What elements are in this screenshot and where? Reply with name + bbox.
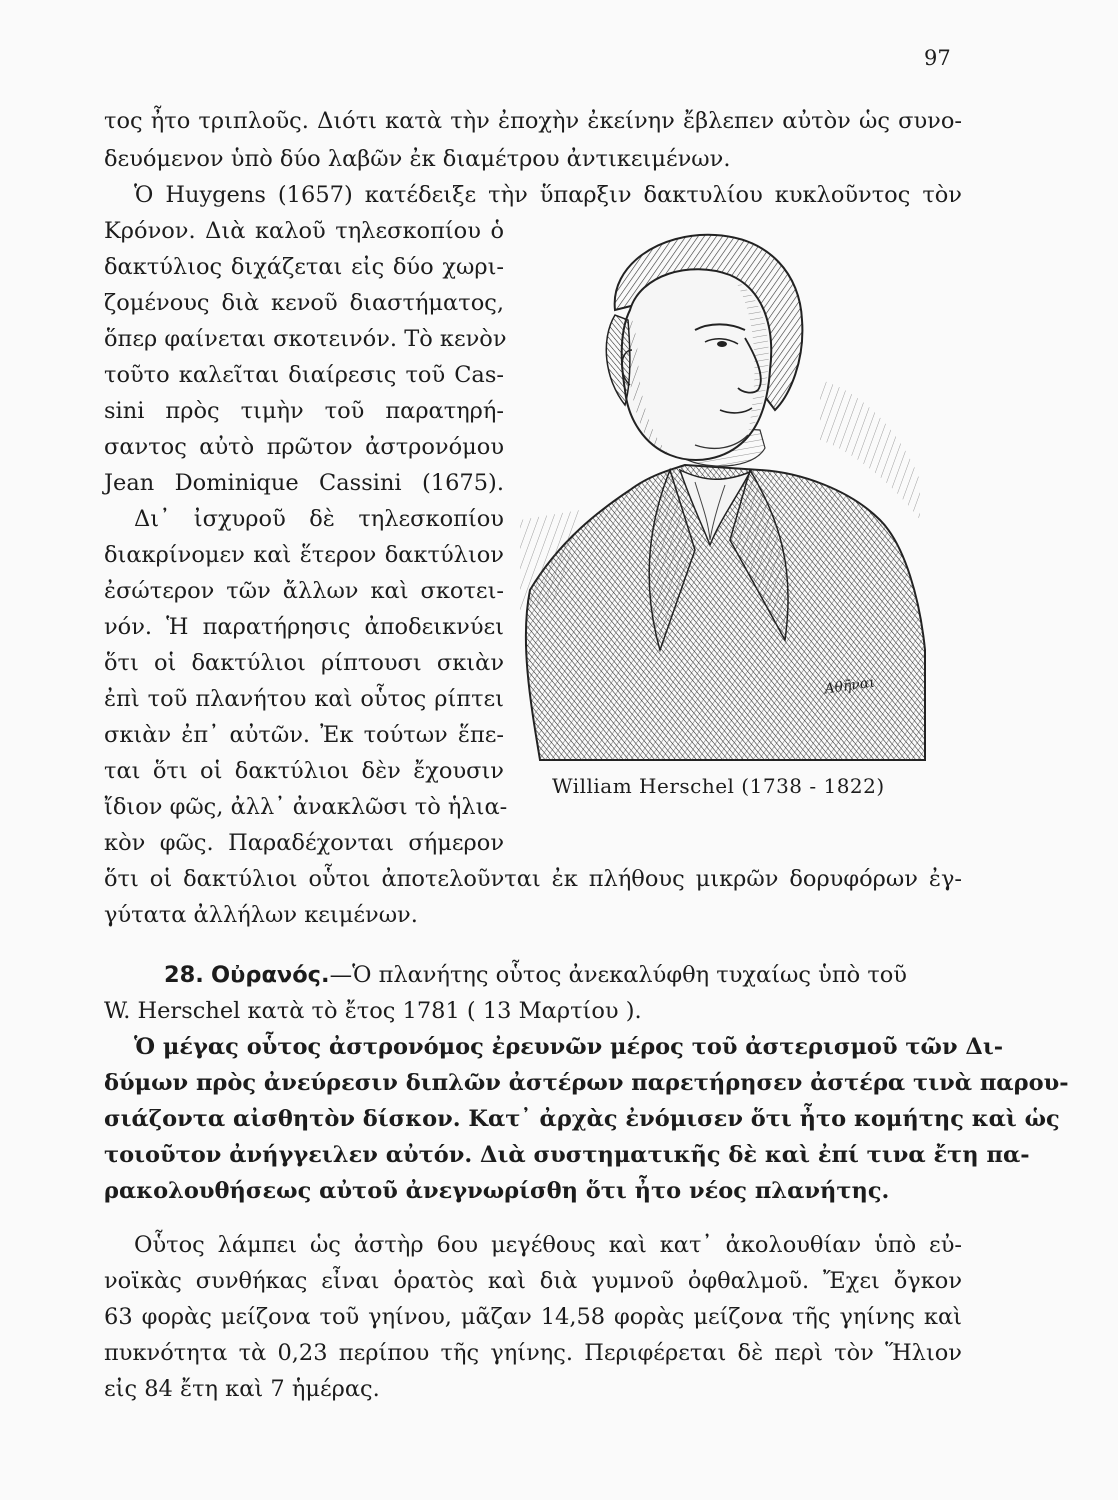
- text-line: διακρίνομεν καὶ ἕτερον δακτύλιον: [104, 542, 504, 568]
- text-line: γύτατα ἀλλήλων κειμένων.: [104, 902, 418, 928]
- text-line: τος ἦτο τριπλοῦς. Διότι κατὰ τὴν ἐποχὴν ἐκείνην ἔβλεπεν αὐτὸν ὡς συνο-: [104, 108, 962, 134]
- text-line: ἐσώτερον τῶν ἄλλων καὶ σκοτει-: [104, 578, 504, 604]
- portrait-caption: William Herschel (1738 - 1822): [552, 774, 885, 798]
- text-line: δακτύλιος διχάζεται εἰς δύο χωρι-: [104, 254, 504, 280]
- text-line: ἐπὶ τοῦ πλανήτου καὶ οὗτος ρίπτει: [104, 686, 504, 712]
- text-line: 63 φορὰς μείζονα τοῦ γηίνου, μᾶζαν 14,58 φορὰς μείζονα τῆς γηίνης καὶ: [104, 1304, 962, 1330]
- text-line: νόν. Ἡ παρατήρησις ἀποδεικνύει: [104, 614, 504, 640]
- text-line: σαντος αὐτὸ πρῶτον ἀστρονόμου: [104, 434, 504, 460]
- text-line: ἴδιον φῶς, ἀλλ᾽ ἀνακλῶσι τὸ ἡλια-: [104, 794, 508, 820]
- text-line: ὅτι οἱ δακτύλιοι οὗτοι ἀποτελοῦνται ἐκ πλήθους μικρῶν δορυφόρων ἐγ-: [104, 866, 962, 892]
- text-line: ται ὅτι οἱ δακτύλιοι δὲν ἔχουσιν: [104, 758, 504, 784]
- text-line: Κρόνον. Διὰ καλοῦ τηλεσκοπίου ὁ: [104, 218, 504, 244]
- text-line: τοῦτο καλεῖται διαίρεσις τοῦ Cas-: [104, 362, 504, 388]
- section-number: 28.: [164, 962, 204, 988]
- text-line: Ὁ μέγας οὗτος ἀστρονόμος ἐρευνῶν μέρος τοῦ ἀστερισμοῦ τῶν Δι-: [134, 1034, 1004, 1060]
- text-line: Δι᾽ ἰσχυροῦ δὲ τηλεσκοπίου: [134, 506, 504, 532]
- text-line: ὅτι οἱ δακτύλιοι ρίπτουσι σκιὰν: [104, 650, 504, 676]
- text-line: ζομένους διὰ κενοῦ διαστήματος,: [104, 290, 504, 316]
- text-line: Ὁ Huygens (1657) κατέδειξε τὴν ὕπαρξιν δακτυλίου κυκλοῦντος τὸν: [134, 182, 962, 208]
- section-heading: [164, 960, 962, 990]
- text-line: νοϊκὰς συνθήκας εἶναι ὁρατὸς καὶ διὰ γυμνοῦ ὀφθαλμοῦ. Ἔχει ὄγκον: [104, 1268, 962, 1294]
- text-line: σιάζοντα αἰσθητὸν δίσκον. Κατ᾽ ἀρχὰς ἐνόμισεν ὅτι ἦτο κομήτης καὶ ὡς: [104, 1106, 1060, 1132]
- text-line: εἰς 84 ἔτη καὶ 7 ἡμέρας.: [104, 1376, 380, 1402]
- text-line: Jean Dominique Cassini (1675).: [104, 470, 504, 496]
- text-line: ὅπερ φαίνεται σκοτεινόν. Τὸ κενὸν: [104, 326, 507, 352]
- text-line: σκιὰν ἐπ᾽ αὐτῶν. Ἐκ τούτων ἕπε-: [104, 722, 504, 748]
- text-line: κὸν φῶς. Παραδέχονται σήμερον: [104, 830, 504, 856]
- text-line: ρακολουθήσεως αὐτοῦ ἀνεγνωρίσθη ὅτι ἦτο νέος πλανήτης.: [104, 1178, 890, 1204]
- text-line: sini πρὸς τιμὴν τοῦ παρατηρή-: [104, 398, 504, 424]
- text-line: τοιοῦτον ἀνήγγειλεν αὐτόν. Διὰ συστηματικῆς δὲ καὶ ἐπί τινα ἔτη πα-: [104, 1142, 1030, 1168]
- text-line: δευόμενον ὑπὸ δύο λαβῶν ἐκ διαμέτρου ἀντικειμένων.: [104, 146, 731, 172]
- text-line: Οὗτος λάμπει ὡς ἀστὴρ 6ου μεγέθους καὶ κατ᾽ ἀκολουθίαν ὑπὸ εὐ-: [134, 1232, 962, 1258]
- text-line: πυκνότητα τὰ 0,23 περίπου τῆς γηίνης. Περιφέρεται δὲ περὶ τὸν Ἥλιον: [104, 1340, 962, 1366]
- engraver-signature: Αθῆναι: [823, 674, 876, 698]
- text-line: W. Herschel κατὰ τὸ ἔτος 1781 ( 13 Μαρτίου ).: [104, 998, 642, 1024]
- section-heading-text: —Ὁ πλανήτης οὗτος ἀνεκαλύφθη τυχαίως ὑπὸ τοῦ: [329, 962, 907, 988]
- portrait-engraving: [520, 220, 930, 770]
- page-number: 97: [924, 46, 951, 70]
- text-line: δύμων πρὸς ἀνεύρεσιν διπλῶν ἀστέρων παρετήρησεν ἀστέρα τινὰ παρου-: [104, 1070, 1069, 1096]
- section-title: Οὐρανός.: [211, 962, 330, 988]
